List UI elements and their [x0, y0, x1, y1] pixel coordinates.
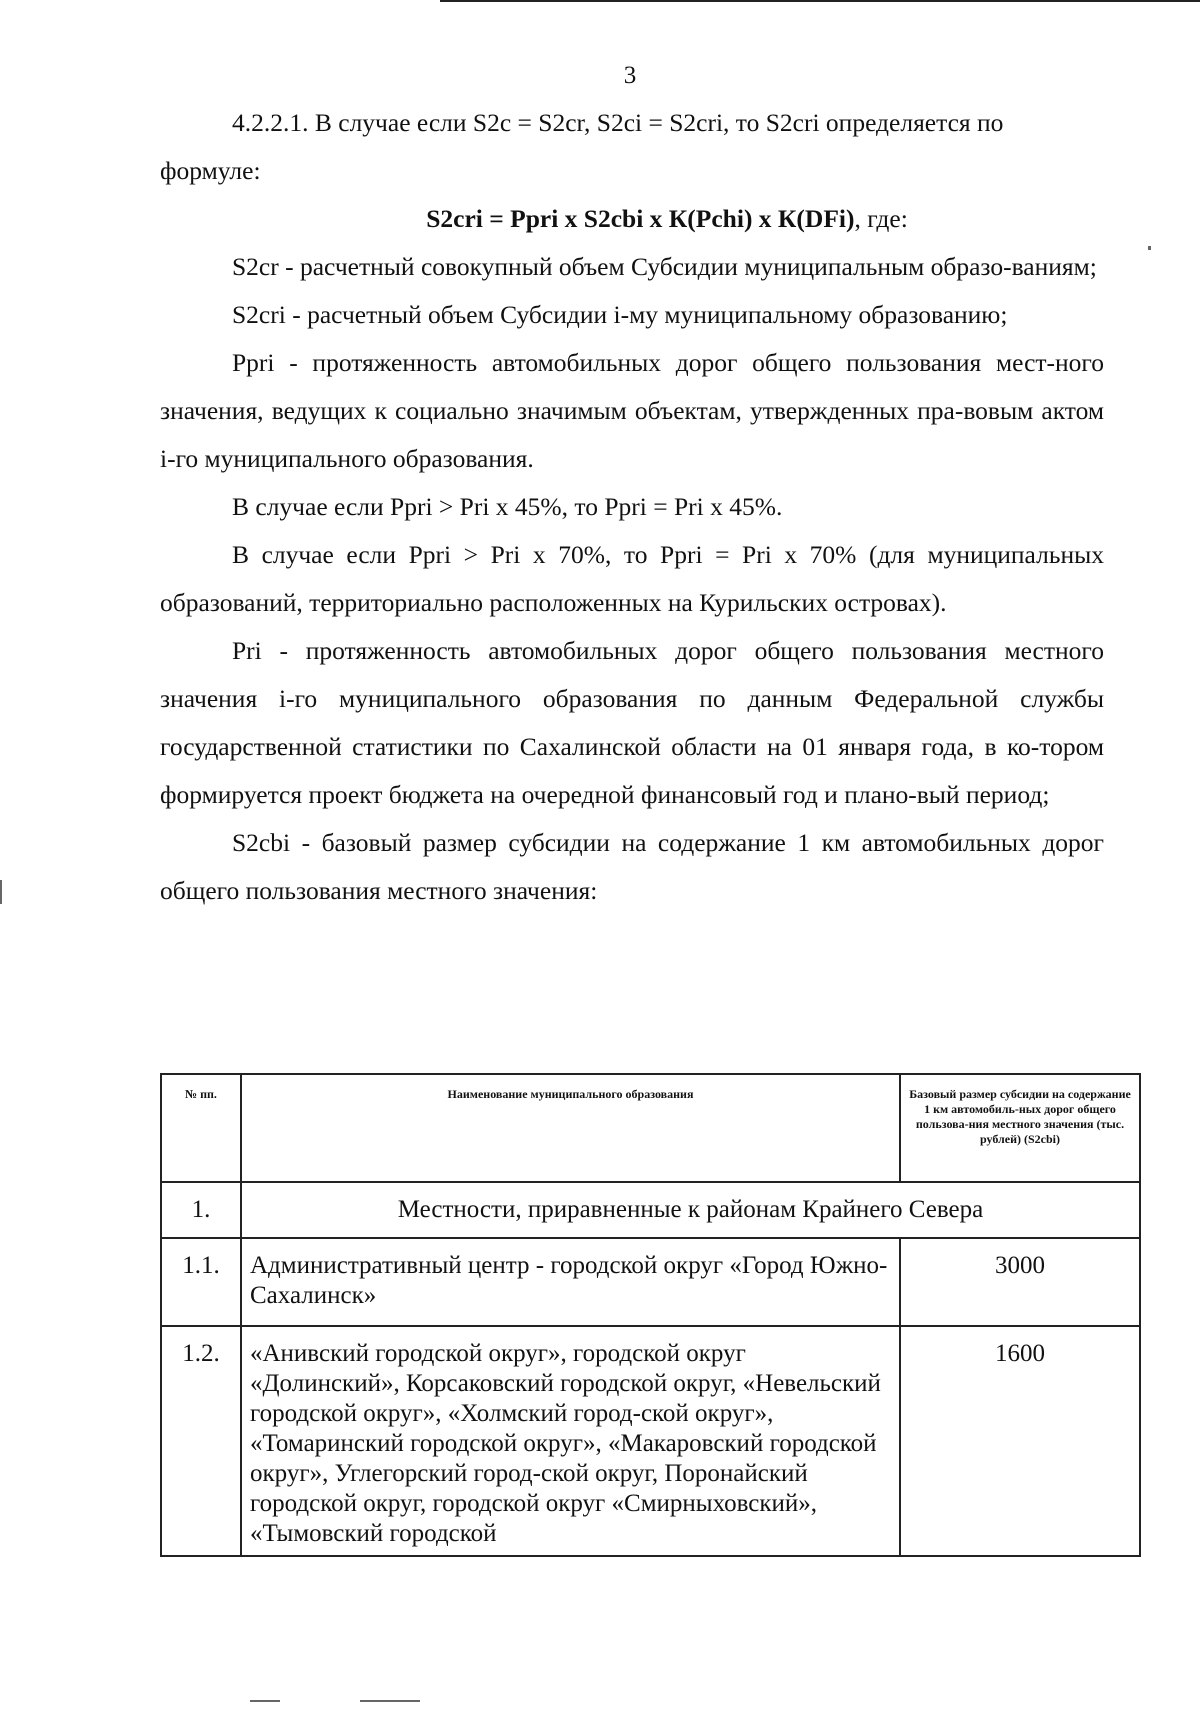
- paragraph-s2cr: S2cr - расчетный совокупный объем Субсидии муниципальным образо-ваниям;: [232, 252, 1097, 281]
- formula: [160, 195, 1104, 243]
- header-municipality: Наименование муниципального образования: [241, 1074, 900, 1182]
- body-text: [160, 99, 1104, 915]
- table-row: [161, 1326, 1140, 1556]
- table-row: [161, 1238, 1140, 1326]
- formula-expression: S2cri = Ppri x S2cbi x К(Pchi) x К(DFi): [426, 204, 855, 233]
- paragraph-formula-intro: формуле:: [160, 156, 261, 185]
- row-value: 3000: [900, 1238, 1140, 1326]
- paragraph-ppri: Ppri - протяженность автомобильных дорог общего пользования мест-ного значения, ведущих к социально значимым объектам, утвержденных пра-вовым актом i-го муниципального образования.: [160, 348, 1104, 473]
- formula-tail: , где:: [854, 204, 908, 233]
- paragraph-pri: Pri - протяженность автомобильных дорог общего пользования местного значения i-го муниципального образования по данным Федеральной службы государственной статистики по Сахалинской области на 01 января года, в ко-тором формируется проект бюджета на очередной финансовый год и плано-вый период;: [160, 636, 1104, 809]
- paragraph-4-2-2-1: 4.2.2.1. В случае если S2c = S2cr, S2ci = S2cri, то S2cri определяется по: [232, 108, 1004, 137]
- section-title: Местности, приравненные к районам Крайнего Севера: [241, 1182, 1140, 1238]
- section-number: 1.: [161, 1182, 241, 1238]
- scan-speck: [1148, 246, 1151, 250]
- paragraph-s2cbi: S2cbi - базовый размер субсидии на содержание 1 км автомобильных дорог общего пользования местного значения:: [160, 828, 1104, 905]
- page-number: 3: [623, 62, 637, 89]
- paragraph-case-70: В случае если Ppri > Pri x 70%, то Ppri = Pri x 70% (для муниципальных образований, территориально расположенных на Курильских островах).: [160, 540, 1104, 617]
- row-number: 1.1.: [161, 1238, 241, 1326]
- row-number: 1.2.: [161, 1326, 241, 1556]
- paragraph-s2cri: S2cri - расчетный объем Субсидии i-му муниципальному образованию;: [232, 300, 1008, 329]
- row-municipality: «Анивский городской округ», городской округ «Долинский», Корсаковский городской округ, «Невельский городской округ», «Холмский город-ской округ», «Томаринский городской округ», «Макаровский городской округ», Углегорский город-ской округ, Поронайский городской округ, городской округ «Смирныховский», «Тымовский городской: [241, 1326, 900, 1556]
- scan-edge-mark: [0, 880, 2, 904]
- row-value: 1600: [900, 1326, 1140, 1556]
- top-border-line: [440, 0, 1200, 2]
- row-municipality: Административный центр - городской округ «Город Южно-Сахалинск»: [241, 1238, 900, 1326]
- subsidy-table: [160, 1073, 1141, 1557]
- header-base-subsidy: Базовый размер субсидии на содержание 1 км автомобиль-ных дорог общего пользова-ния местного значения (тыс. рублей) (S2cbi): [900, 1074, 1140, 1182]
- table-section-row: [161, 1182, 1140, 1238]
- scan-bottom-mark: [360, 1700, 420, 1702]
- scan-bottom-mark: [250, 1700, 280, 1702]
- paragraph-case-45: В случае если Ppri > Pri x 45%, то Ppri = Pri x 45%.: [232, 492, 783, 521]
- table-header-row: [161, 1074, 1140, 1182]
- header-number: № пп.: [161, 1074, 241, 1182]
